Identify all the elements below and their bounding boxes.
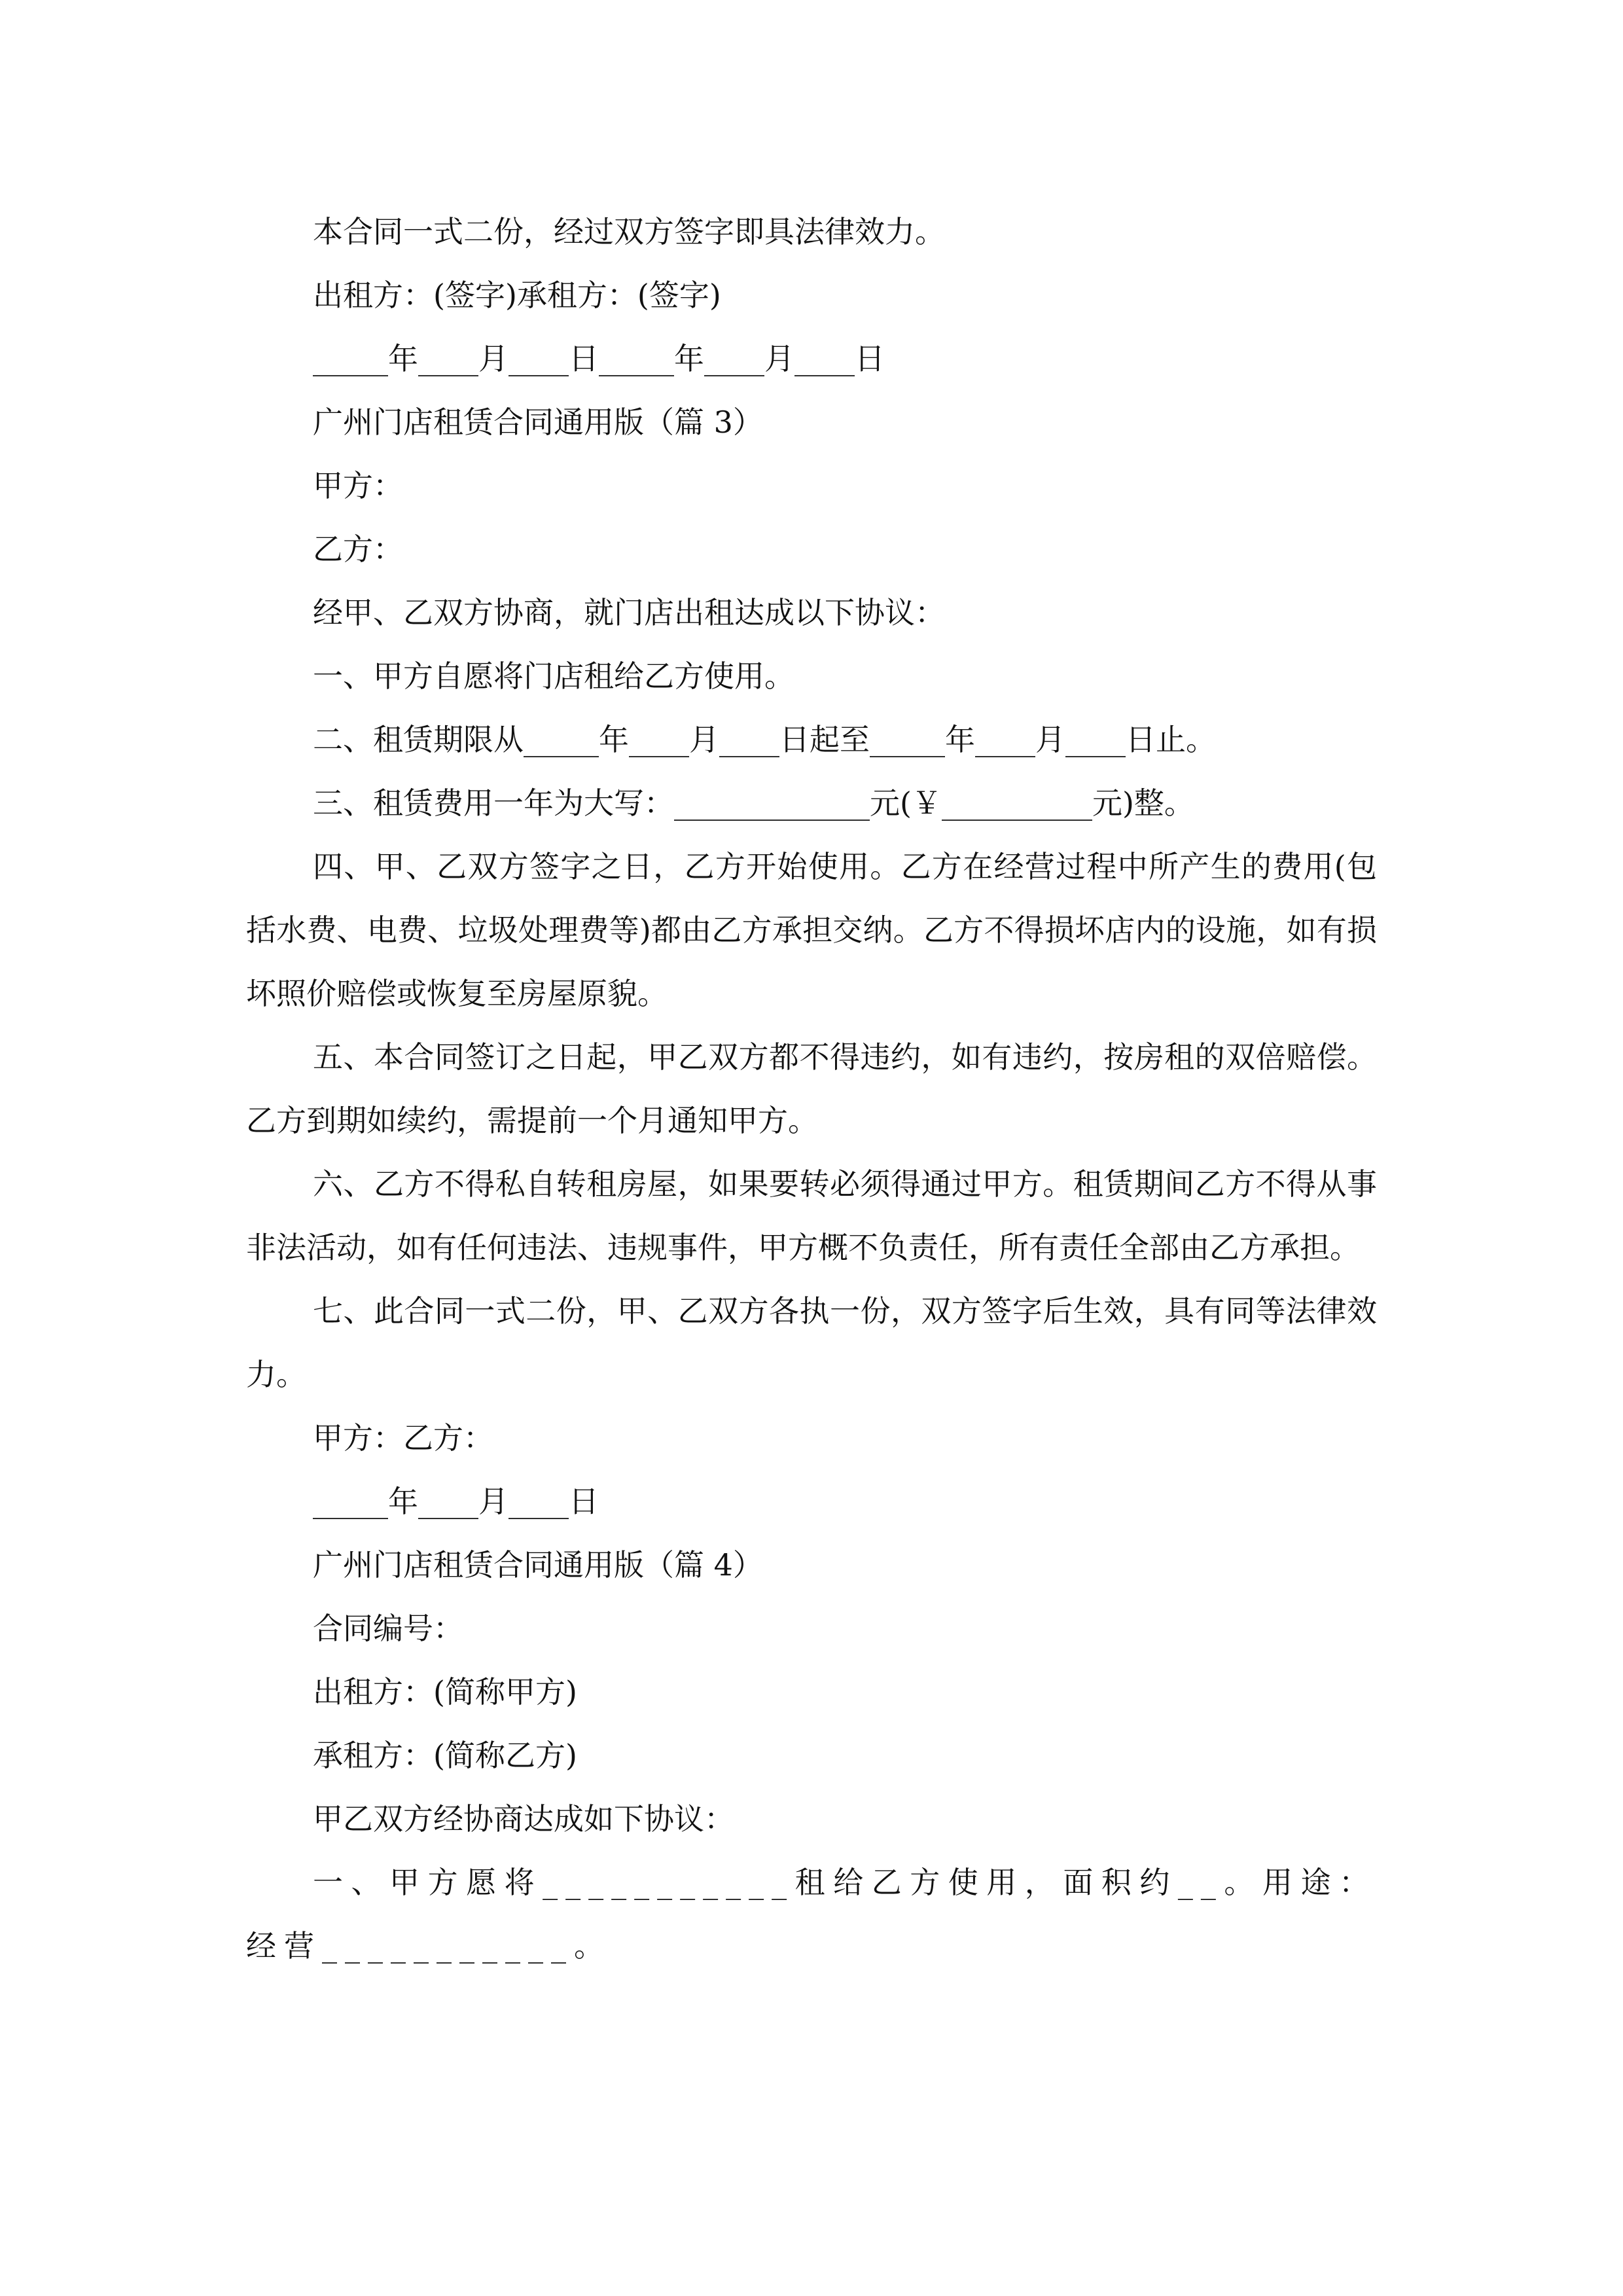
party-a-label: 甲方： [313,468,403,503]
paragraph-agreement-intro: 经甲、乙双方协商，就门店出租达成以下协议： [313,595,945,630]
clause-3: 三、租赁费用一年为大写：_____________元(￥__________元)整。 [313,785,1194,821]
paragraph-signatures: 出租方：(签字)承租方：(签字) [313,278,721,313]
contract-number-label: 合同编号： [313,1611,463,1646]
clause-1: 一、甲方自愿将门店租给乙方使用。 [313,658,794,694]
clause-6: 六、乙方不得私自转租房屋，如果要转必须得通过甲方。租赁期间乙方不得从事非法活动，如有任何违法、违规事件，甲方概不负责任，所有责任全部由乙方承担。 [246,1166,1377,1265]
clause-2: 二、租赁期限从_____年____月____日起至_____年____月____日止。 [313,722,1216,757]
party-signature-line: 甲方：乙方： [313,1420,493,1456]
section-heading-3: 广州门店租赁合同通用版（篇 3） [313,404,763,440]
lessee-label: 承租方：(简称乙方) [313,1738,577,1773]
lessor-label: 出租方：(简称甲方) [313,1674,577,1710]
paragraph-validity: 本合同一式二份，经过双方签字即具法律效力。 [313,214,945,249]
document-body [246,200,1377,1978]
clause-4: 四、甲、乙双方签字之日，乙方开始使用。乙方在经营过程中所产生的费用(包括水费、电费、垃圾处理费等)都由乙方承担交纳。乙方不得损坏店内的设施，如有损坏照价赔偿或恢复至房屋原貌。 [246,849,1377,1011]
date-line: _____年____月____日 [313,1484,599,1519]
paragraph-agreement-intro-4: 甲乙双方经协商达成如下协议： [313,1801,734,1837]
section-heading-4: 广州门店租赁合同通用版（篇 4） [313,1547,763,1583]
clause-4-1: 一、甲方愿将___________租给乙方使用，面积约__。用途：经营___________。 [246,1865,1377,1964]
clause-7: 七、此合同一式二份，甲、乙双方各执一份，双方签字后生效，具有同等法律效力。 [246,1293,1377,1392]
clause-5: 五、本合同签订之日起，甲乙双方都不得违约，如有违约，按房租的双倍赔偿。乙方到期如续约，需提前一个月通知甲方。 [246,1039,1377,1138]
party-b-label: 乙方： [313,531,403,567]
paragraph-date-lines: _____年____月____日_____年____月____日 [313,341,885,376]
